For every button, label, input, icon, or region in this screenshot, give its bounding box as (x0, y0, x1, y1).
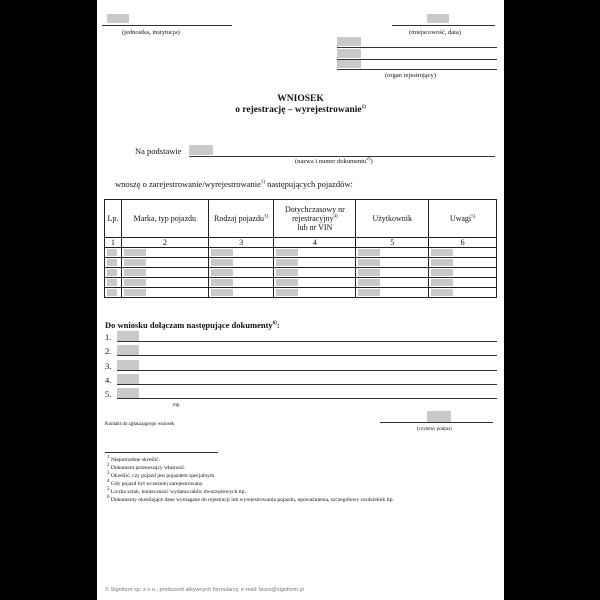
basis-caption (295, 158, 373, 166)
table-number-row (105, 238, 497, 248)
cell-field[interactable] (431, 259, 453, 266)
cell-field[interactable] (358, 289, 380, 296)
basis-prefix: Na podstawie (135, 146, 182, 156)
footnote (107, 473, 216, 480)
cell-lp[interactable] (105, 248, 122, 258)
place-date-field[interactable] (427, 14, 449, 23)
footnote (107, 465, 186, 472)
footnote-text: Niepotrzebne skreślić. (110, 457, 161, 463)
header-nr-rej-label: Dotychczasowy nr rejestracyjny (285, 205, 345, 223)
footnote-text: Dokumenty określające dane wymagane do rejestracji lub wyrejestrowania pojazdu, upoważnienia, szczegółowy rozdzielnik itp. (110, 497, 394, 503)
footnote (107, 497, 394, 504)
footnote-num: 6 (107, 495, 110, 501)
header-uwagi (429, 200, 497, 238)
table-row (105, 278, 497, 288)
authority-field-3[interactable] (337, 60, 361, 68)
cell-nr-rej[interactable] (274, 248, 356, 258)
header-rodzaj-label: Rodzaj pojazdu (213, 214, 264, 223)
cell-field[interactable] (358, 269, 380, 276)
header-uzytkownik-label: Użytkownik (372, 214, 412, 223)
cell-marka[interactable] (121, 268, 208, 278)
attachment-number: 3. (105, 361, 112, 371)
attachment-line (117, 341, 497, 342)
attachment-field[interactable] (117, 388, 139, 398)
cell-field[interactable] (124, 259, 146, 266)
cell-field[interactable] (276, 279, 298, 286)
cell-lp[interactable] (105, 258, 122, 268)
header-rodzaj-ref: 3) (263, 214, 269, 220)
footnote-text: Liczba sztuk, konieczność wydania tablic dwurzędowych itp. (110, 489, 246, 495)
cell-field[interactable] (107, 269, 117, 276)
col-number: 3 (208, 238, 274, 248)
header-rodzaj (208, 200, 274, 238)
header-uwagi-label: Uwagi (449, 214, 472, 223)
document-title: WNIOSEK (277, 94, 324, 104)
request-text (115, 179, 353, 189)
attachment-number: 2. (105, 346, 112, 356)
institution-caption: (jednostka, instytucja) (122, 29, 180, 36)
cell-field[interactable] (211, 279, 233, 286)
basis-field[interactable] (189, 145, 213, 155)
cell-lp[interactable] (105, 288, 122, 298)
cell-field[interactable] (107, 249, 117, 256)
authority-field-2[interactable] (337, 49, 361, 58)
institution-field[interactable] (107, 14, 129, 23)
cell-nr-rej[interactable] (274, 278, 356, 288)
authority-line-1 (337, 47, 497, 48)
authority-line-2 (337, 59, 497, 60)
header-marka-label: Marka, typ pojazdu (133, 214, 197, 223)
cell-nr-rej[interactable] (274, 268, 356, 278)
table-row (105, 268, 497, 278)
cell-uzytkownik[interactable] (356, 258, 429, 268)
table-row (105, 288, 497, 298)
cell-field[interactable] (358, 249, 380, 256)
cell-field[interactable] (431, 249, 453, 256)
header-nr-rej (274, 200, 356, 238)
footnote-num: 2 (107, 463, 110, 469)
basis-caption-text: (nazwa i numer dokumentu (295, 158, 367, 165)
header-nr-rej-ref: 4) (333, 214, 338, 220)
footnote (107, 481, 204, 488)
signature-field[interactable] (427, 411, 451, 422)
cell-uwagi[interactable] (429, 258, 497, 268)
vehicles-table (104, 199, 497, 298)
cell-marka[interactable] (121, 248, 208, 258)
cell-field[interactable] (276, 289, 298, 296)
cell-lp[interactable] (105, 268, 122, 278)
basis-caption-ref: 2) (366, 156, 371, 162)
authority-line-3 (337, 69, 497, 70)
cell-field[interactable] (124, 279, 146, 286)
footnote-num: 4 (107, 479, 110, 485)
cell-field[interactable] (211, 259, 233, 266)
footnote-num: 1 (107, 455, 110, 461)
cell-marka[interactable] (121, 278, 208, 288)
cell-uwagi[interactable] (429, 248, 497, 258)
cell-marka[interactable] (121, 258, 208, 268)
attachment-field[interactable] (117, 331, 139, 341)
footer-copyright: © Signform sp. z o.o., producent aktywnych formularzy, e-mail: biuro@signform.pl (105, 587, 304, 593)
attachments-heading-ref: 6) (272, 321, 277, 327)
request-text-b: następujących pojazdów: (265, 179, 353, 189)
cell-marka[interactable] (121, 288, 208, 298)
request-ref: 1) (260, 180, 266, 186)
footnote-text: Określić, czy pojazd jest pojazdem specjalnym. (110, 473, 216, 479)
attachments-heading-end: : (276, 320, 280, 330)
contact-label: Kontakt do zgłaszającego wniosek (105, 422, 175, 427)
cell-uwagi[interactable] (429, 268, 497, 278)
table-row (105, 248, 497, 258)
cell-rodzaj[interactable] (208, 288, 274, 298)
cell-field[interactable] (358, 279, 380, 286)
attachment-field[interactable] (117, 345, 139, 355)
col-number: 5 (356, 238, 429, 248)
table-header-row (105, 200, 497, 238)
footnote-separator (105, 452, 218, 453)
header-marka (121, 200, 208, 238)
cell-field[interactable] (431, 279, 453, 286)
cell-field[interactable] (124, 269, 146, 276)
document-subtitle (97, 105, 504, 115)
cell-field[interactable] (107, 289, 117, 296)
cell-field[interactable] (276, 249, 298, 256)
footnote (107, 457, 160, 464)
cell-field[interactable] (431, 289, 453, 296)
col-number: 2 (121, 238, 208, 248)
footnote-text: Gdy pojazd był wcześniej zarejestrowany. (110, 481, 204, 487)
attachment-number: 4. (105, 375, 112, 385)
request-text-a: wnoszę o zarejestrowanie/wyrejestrowanie (115, 179, 261, 189)
cell-uzytkownik[interactable] (356, 278, 429, 288)
subtitle-text: o rejestrację – wyrejestrowanie (235, 105, 362, 115)
attachment-field[interactable] (117, 360, 139, 370)
cell-field[interactable] (358, 259, 380, 266)
header-uwagi-ref: 5) (471, 214, 476, 220)
authority-field-1[interactable] (337, 37, 361, 46)
attachment-line (117, 384, 497, 385)
document-page (97, 0, 504, 600)
col-number: 4 (274, 238, 356, 248)
cell-field[interactable] (124, 289, 146, 296)
cell-field[interactable] (276, 269, 298, 276)
cell-field[interactable] (211, 269, 233, 276)
cell-rodzaj[interactable] (208, 248, 274, 258)
cell-uzytkownik[interactable] (356, 268, 429, 278)
table-row (105, 258, 497, 268)
footnote-num: 3 (107, 471, 110, 477)
place-date-line (392, 25, 495, 26)
cell-field[interactable] (124, 249, 146, 256)
attachment-line (117, 370, 497, 371)
place-date-caption: (miejscowość, data) (409, 29, 461, 36)
attachment-number: 5. (105, 389, 112, 399)
cell-lp[interactable] (105, 278, 122, 288)
footnote-text: Dokument przenoszący własność. (110, 465, 186, 471)
cell-uzytkownik[interactable] (356, 248, 429, 258)
basis-line (189, 156, 495, 157)
header-nr-rej-label2: lub nr VIN (297, 223, 333, 232)
attachment-number: 1. (105, 332, 112, 342)
basis-caption-end: ) (370, 158, 373, 165)
header-uzytkownik (356, 200, 429, 238)
cell-field[interactable] (107, 279, 117, 286)
attachment-line (117, 355, 497, 356)
cell-field[interactable] (276, 259, 298, 266)
cell-uwagi[interactable] (429, 278, 497, 288)
cell-rodzaj[interactable] (208, 278, 274, 288)
col-number: 6 (429, 238, 497, 248)
cell-uzytkownik[interactable] (356, 288, 429, 298)
col-number: 1 (105, 238, 122, 248)
footnote-num: 5 (107, 487, 110, 493)
cell-nr-rej[interactable] (274, 288, 356, 298)
cell-field[interactable] (107, 259, 117, 266)
cell-rodzaj[interactable] (208, 258, 274, 268)
authority-caption: (organ rejestrujący) (385, 72, 436, 79)
attachments-heading-text: Do wniosku dołączam następujące dokumenty (105, 320, 273, 330)
header-lp (105, 200, 122, 238)
footnote (107, 489, 246, 496)
attachments-heading (105, 320, 280, 330)
cell-rodzaj[interactable] (208, 268, 274, 278)
stamp-label: mp. (173, 403, 181, 408)
signature-caption: (czytelny podpis) (417, 427, 452, 432)
header-lp-label: Lp. (107, 214, 119, 223)
cell-uwagi[interactable] (429, 288, 497, 298)
signature-line (380, 422, 493, 423)
cell-nr-rej[interactable] (274, 258, 356, 268)
attachment-field[interactable] (117, 374, 139, 384)
cell-field[interactable] (431, 269, 453, 276)
cell-field[interactable] (211, 289, 233, 296)
subtitle-footnote-ref: 1) (361, 104, 366, 110)
attachment-line (117, 398, 497, 399)
cell-field[interactable] (211, 249, 233, 256)
institution-line (102, 25, 232, 26)
